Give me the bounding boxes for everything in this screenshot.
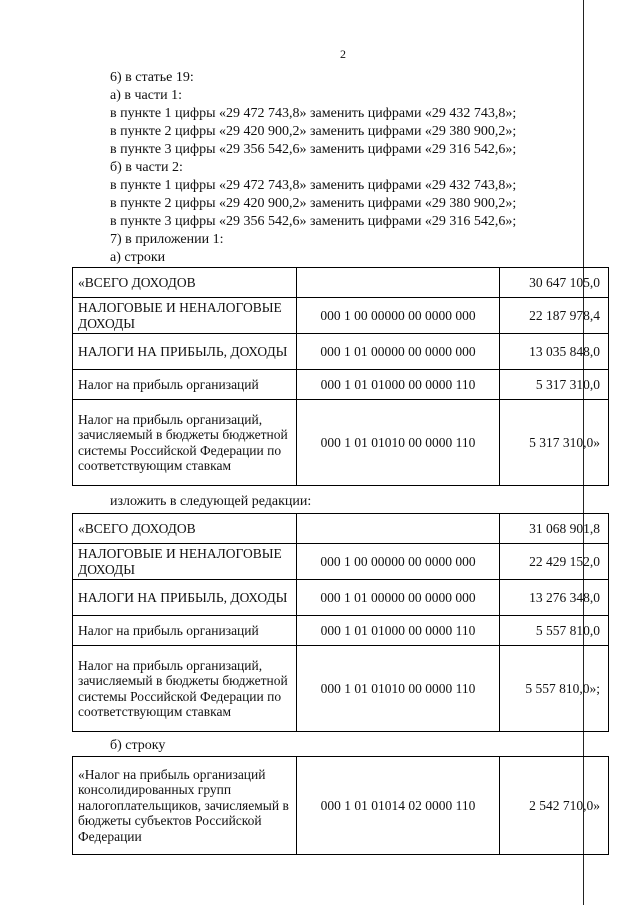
table-row: [73, 298, 609, 334]
row-value: 5 317 310,0: [500, 370, 609, 400]
row-code: 000 1 01 01014 02 0000 110: [297, 757, 500, 855]
table-single-row: [72, 756, 609, 855]
row-name: Налог на прибыль организаций, зачисляемый в бюджеты бюджетной системы Российской Федерации по соответствующим ставкам: [73, 400, 297, 486]
table-row: [73, 544, 609, 580]
row-name: Налог на прибыль организаций, зачисляемый в бюджеты бюджетной системы Российской Федерации по соответствующим ставкам: [73, 646, 297, 732]
row-name: Налог на прибыль организаций: [73, 370, 297, 400]
page-number: 2: [340, 47, 346, 61]
row-code: 000 1 01 01000 00 0000 110: [297, 370, 500, 400]
row-name: «Налог на прибыль организаций консолидированных групп налогоплательщиков, зачисляемый в бюджеты субъектов Российской Федерации: [73, 757, 297, 855]
row-name: НАЛОГОВЫЕ И НЕНАЛОГОВЫЕ ДОХОДЫ: [73, 298, 297, 334]
text-line: в пункте 3 цифры «29 356 542,6» заменить цифрами «29 316 542,6»;: [110, 214, 517, 229]
row-code: 000 1 01 01010 00 0000 110: [297, 400, 500, 486]
table-row: [73, 616, 609, 646]
row-value: 13 035 848,0: [500, 334, 609, 370]
text-line: в пункте 2 цифры «29 420 900,2» заменить цифрами «29 380 900,2»;: [110, 196, 517, 211]
table-old-rows: [72, 267, 609, 486]
text-line: 7) в приложении 1:: [110, 232, 224, 247]
row-code: 000 1 01 00000 00 0000 000: [297, 580, 500, 616]
text-line: а) в части 1:: [110, 88, 182, 103]
row-value: 5 557 810,0»;: [500, 646, 609, 732]
text-line: 6) в статье 19:: [110, 70, 194, 85]
row-value: 31 068 901,8: [500, 514, 609, 544]
text-line: в пункте 2 цифры «29 420 900,2» заменить цифрами «29 380 900,2»;: [110, 124, 517, 139]
table-row: [73, 580, 609, 616]
row-code: 000 1 01 01000 00 0000 110: [297, 616, 500, 646]
table-row: [73, 334, 609, 370]
row-value: 22 187 978,4: [500, 298, 609, 334]
row-code: 000 1 00 00000 00 0000 000: [297, 298, 500, 334]
text-line: в пункте 1 цифры «29 472 743,8» заменить цифрами «29 432 743,8»;: [110, 178, 517, 193]
text-line: в пункте 3 цифры «29 356 542,6» заменить цифрами «29 316 542,6»;: [110, 142, 517, 157]
row-name: НАЛОГИ НА ПРИБЫЛЬ, ДОХОДЫ: [73, 334, 297, 370]
text-line: б) строку: [110, 738, 166, 753]
table-row: [73, 757, 609, 855]
text-line: а) строки: [110, 250, 166, 265]
row-code: 000 1 01 00000 00 0000 000: [297, 334, 500, 370]
table-row: [73, 268, 609, 298]
row-code: [297, 268, 500, 298]
row-name: Налог на прибыль организаций: [73, 616, 297, 646]
row-name: НАЛОГИ НА ПРИБЫЛЬ, ДОХОДЫ: [73, 580, 297, 616]
row-value: 5 557 810,0: [500, 616, 609, 646]
row-value: 5 317 310,0»: [500, 400, 609, 486]
row-name: «ВСЕГО ДОХОДОВ: [73, 268, 297, 298]
row-code: [297, 514, 500, 544]
table-row: [73, 514, 609, 544]
row-code: 000 1 01 01010 00 0000 110: [297, 646, 500, 732]
table-row: [73, 400, 609, 486]
table-row: [73, 370, 609, 400]
row-value: 2 542 710,0»: [500, 757, 609, 855]
row-value: 13 276 348,0: [500, 580, 609, 616]
text-line: в пункте 1 цифры «29 472 743,8» заменить цифрами «29 432 743,8»;: [110, 106, 517, 121]
text-line: б) в части 2:: [110, 160, 183, 175]
row-name: НАЛОГОВЫЕ И НЕНАЛОГОВЫЕ ДОХОДЫ: [73, 544, 297, 580]
row-code: 000 1 00 00000 00 0000 000: [297, 544, 500, 580]
row-name: «ВСЕГО ДОХОДОВ: [73, 514, 297, 544]
row-value: 22 429 152,0: [500, 544, 609, 580]
table-new-rows: [72, 513, 609, 732]
text-line: изложить в следующей редакции:: [110, 494, 312, 509]
table-row: [73, 646, 609, 732]
row-value: 30 647 105,0: [500, 268, 609, 298]
